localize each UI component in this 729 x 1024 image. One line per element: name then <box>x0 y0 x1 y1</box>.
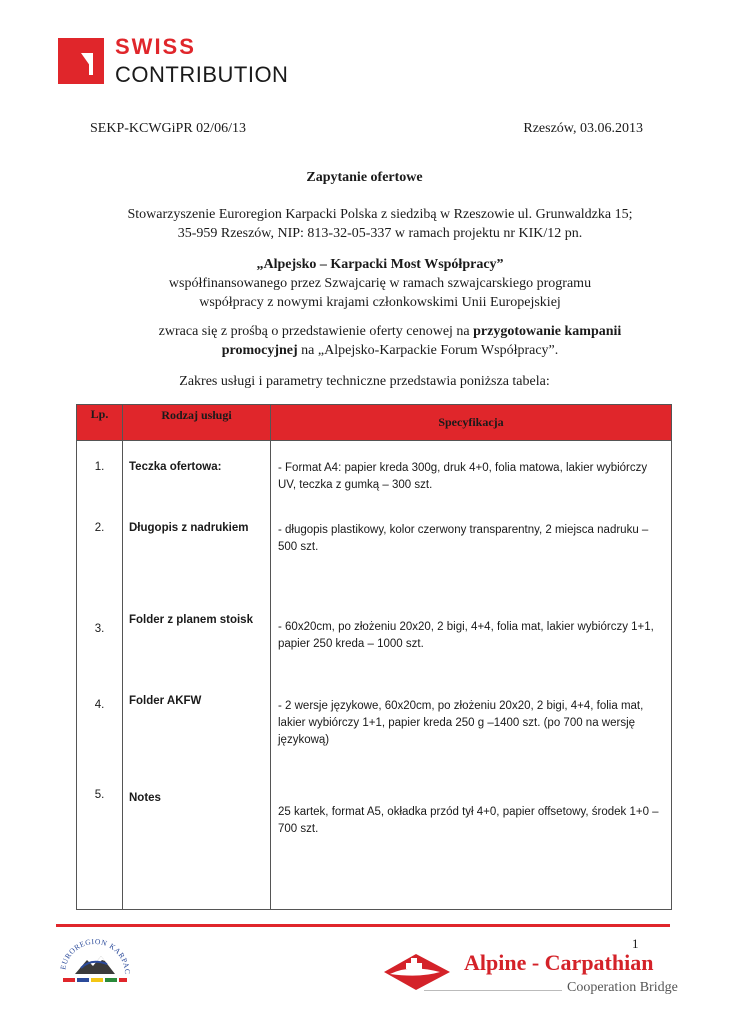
logo-contribution-text: CONTRIBUTION <box>115 62 289 87</box>
alpine-carpathian-logo <box>380 940 680 1010</box>
partner-title: Alpine - Carpathian <box>464 950 654 975</box>
logo-swiss-text: SWISS <box>115 34 196 59</box>
specification-table <box>76 404 672 910</box>
row-number: 5. <box>77 780 123 910</box>
project-name: „Alpejsko – Karpacki Most Współpracy” <box>256 257 504 272</box>
row-number: 4. <box>77 685 123 780</box>
intro-line: Stowarzyszenie Euroregion Karpacki Polska z siedzibą w Rzeszowie ul. Grunwaldzka 15; <box>127 207 633 222</box>
row-service: Długopis z nadrukiem <box>123 513 271 595</box>
row-number: 2. <box>77 513 123 595</box>
document-title: Zapytanie ofertowe <box>306 170 423 185</box>
row-service: Folder z planem stoisk <box>123 595 271 685</box>
document-reference: SEKP-KCWGiPR 02/06/13 <box>90 121 246 136</box>
table-row <box>77 595 672 685</box>
swiss-cross-diamond-icon <box>380 952 458 992</box>
project-line: współfinansowanego przez Szwajcarię w ramach szwajcarskiego programu <box>168 276 592 291</box>
header-service: Rodzaj usługi <box>123 405 271 441</box>
row-spec: 25 kartek, format A5, okładka przód tył 4+0, papier offsetowy, środek 1+0 – 700 szt. <box>271 780 672 910</box>
page-number: 1 <box>632 936 639 951</box>
scope-sentence: Zakres usługi i parametry techniczne przedstawia poniższa tabela: <box>179 374 550 389</box>
partner-subtitle: Cooperation Bridge <box>567 980 678 995</box>
table-row <box>77 441 672 513</box>
request-bold: promocyjnej <box>221 343 298 358</box>
swiss-logo-mark <box>58 38 104 84</box>
table-row <box>77 513 672 595</box>
footer-divider <box>56 924 670 927</box>
table-row <box>77 685 672 780</box>
request-paragraph <box>120 322 660 360</box>
partner-rule <box>424 990 562 991</box>
request-text: zwraca się z prośbą o przedstawienie oferty cenowej na <box>158 324 474 339</box>
request-text: na „Alpejsko-Karpackie Forum Współpracy”. <box>297 343 559 358</box>
row-service: Folder AKFW <box>123 685 271 780</box>
place-and-date: Rzeszów, 03.06.2013 <box>523 121 643 136</box>
intro-line: 35-959 Rzeszów, NIP: 813-32-05-337 w ramach projektu nr KIK/12 pn. <box>177 226 583 241</box>
row-spec: - 60x20cm, po złożeniu 20x20, 2 bigi, 4+4, folia mat, lakier wybiórczy 1+1, papier 250 kreda – 1000 szt. <box>271 595 672 685</box>
request-bold: przygotowanie kampanii <box>473 324 622 339</box>
header-lp: Lp. <box>77 405 123 441</box>
svg-text:EUROREGION KARPACKI: EUROREGION KARPAC <box>58 936 133 975</box>
row-spec: - długopis plastikowy, kolor czerwony transparentny, 2 miejsca nadruku – 500 szt. <box>271 513 672 595</box>
euroregion-karpacki-logo <box>55 930 135 997</box>
row-service: Notes <box>123 780 271 910</box>
row-number: 1. <box>77 441 123 513</box>
header-spec: Specyfikacja <box>271 405 672 441</box>
row-spec: - 2 wersje językowe, 60x20cm, po złożeniu 20x20, 2 bigi, 4+4, folia mat, lakier wybiórczy 1+1, papier kreda 250 g –1400 szt. (po 700 na wersję językową) <box>271 685 672 780</box>
intro-paragraph <box>100 205 660 243</box>
row-spec: - Format A4: papier kreda 300g, druk 4+0, folia matowa, lakier wybiórczy UV, teczka z gumką – 300 szt. <box>271 441 672 513</box>
project-paragraph <box>100 255 660 312</box>
row-service: Teczka ofertowa: <box>123 441 271 513</box>
table-row <box>77 780 672 910</box>
table-header-row <box>77 405 672 441</box>
row-number: 3. <box>77 595 123 685</box>
project-line: współpracy z nowymi krajami członkowskimi Unii Europejskiej <box>199 295 561 310</box>
